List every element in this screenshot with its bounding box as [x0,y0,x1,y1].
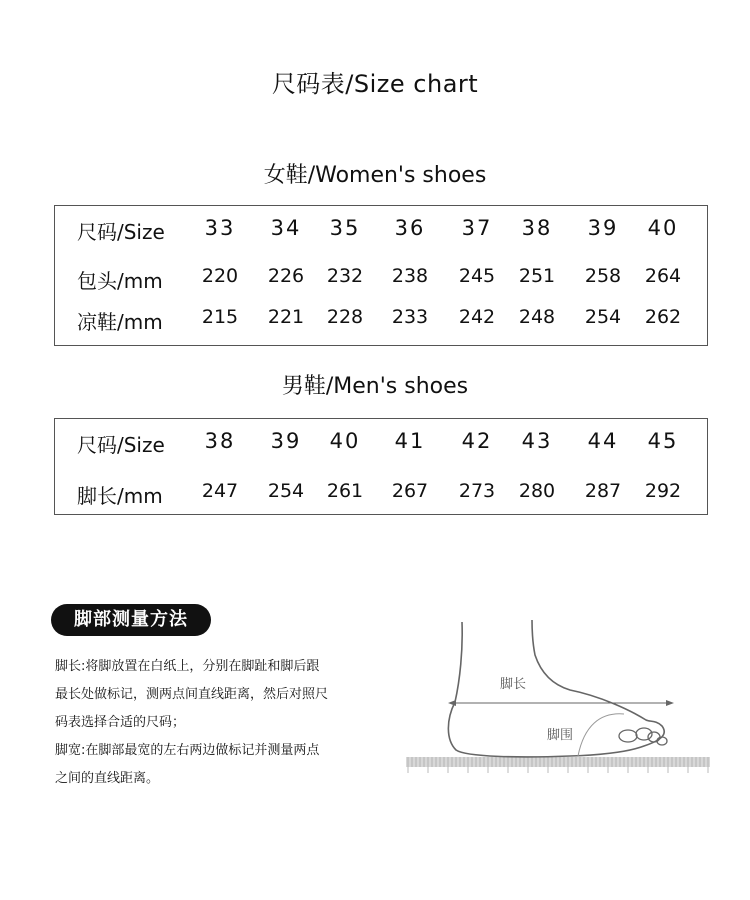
women-cell: 232 [326,265,364,287]
men-cell: 287 [584,480,622,502]
girth-arc [578,714,624,756]
women-cell: 238 [391,265,429,287]
men-size-table [54,418,708,515]
women-cell: 228 [326,306,364,328]
men-cell: 39 [270,429,302,453]
men-cell: 40 [329,429,361,453]
instruction-line-2: 最长处做标记，测两点间直线距离，然后对照尺 [55,687,329,702]
measure-method-badge: 脚部测量方法 [51,604,211,636]
men-cell: 273 [458,480,496,502]
women-cell: 248 [518,306,556,328]
men-cell: 280 [518,480,556,502]
instruction-line-4: 脚宽:在脚部最宽的左右两边做标记并测量两点 [55,743,320,758]
toe [619,730,637,742]
men-cell: 42 [461,429,493,453]
men-cell: 267 [391,480,429,502]
foot-length-label: 脚长 [500,677,527,692]
men-cell: 254 [267,480,305,502]
women-cell: 40 [647,216,679,240]
women-cell: 233 [391,306,429,328]
arrow-head-right [666,700,674,706]
women-row-label: 包头/mm [77,269,163,293]
women-cell: 245 [458,265,496,287]
men-section-title: 男鞋/Men's shoes [281,374,469,399]
foot-girth-label: 脚围 [547,728,574,743]
men-cell: 292 [644,480,682,502]
women-row [55,216,709,246]
women-cell: 37 [461,216,493,240]
women-section-title: 女鞋/Women's shoes [263,163,487,188]
women-row [55,306,709,336]
men-row [55,429,709,459]
women-size-table [54,205,708,346]
men-row-label: 脚长/mm [77,484,163,508]
men-cell: 261 [326,480,364,502]
instruction-line-5: 之间的直线距离。 [55,771,160,786]
toe [648,732,660,742]
women-cell: 264 [644,265,682,287]
men-cell: 247 [201,480,239,502]
men-row-label: 尺码/Size [77,433,165,457]
men-cell: 45 [647,429,679,453]
women-cell: 254 [584,306,622,328]
women-cell: 39 [587,216,619,240]
men-cell: 43 [521,429,553,453]
men-cell: 38 [204,429,236,453]
women-cell: 33 [204,216,236,240]
women-cell: 220 [201,265,239,287]
men-cell: 44 [587,429,619,453]
instruction-line-3: 码表选择合适的尺码； [55,715,186,730]
women-row-label: 凉鞋/mm [77,310,163,334]
men-row [55,480,709,510]
instruction-line-1: 脚长:将脚放置在白纸上，分别在脚趾和脚后跟 [55,659,320,674]
women-cell: 35 [329,216,361,240]
women-cell: 226 [267,265,305,287]
women-row-label: 尺码/Size [77,220,165,244]
women-cell: 34 [270,216,302,240]
women-cell: 215 [201,306,239,328]
women-cell: 262 [644,306,682,328]
women-cell: 38 [521,216,553,240]
arrow-head-left [448,700,456,706]
foot-measure-diagram [400,610,715,785]
women-cell: 221 [267,306,305,328]
page-title: 尺码表/Size chart [271,70,479,98]
women-row [55,265,709,295]
women-cell: 258 [584,265,622,287]
men-cell: 41 [394,429,426,453]
women-cell: 251 [518,265,556,287]
women-cell: 36 [394,216,426,240]
women-cell: 242 [458,306,496,328]
